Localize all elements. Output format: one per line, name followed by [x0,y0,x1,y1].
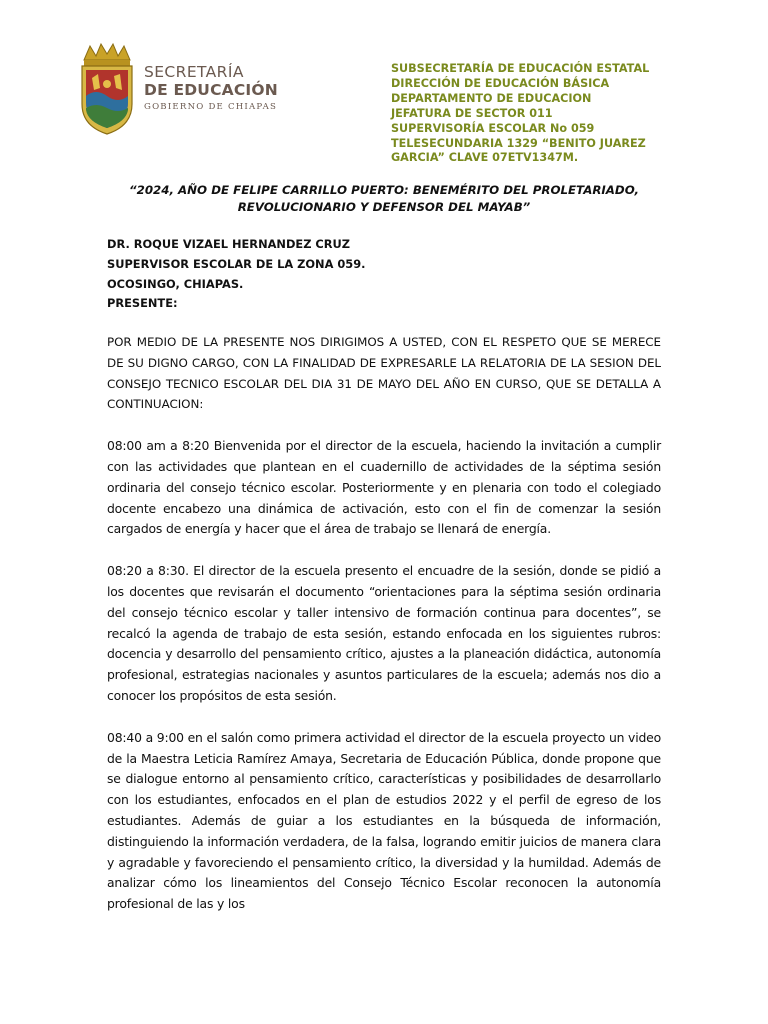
addressee-location: OCOSINGO, CHIAPAS. [107,276,244,291]
logo-title-bold-line: DE EDUCACIÓN [144,81,278,99]
header-line: SUBSECRETARÍA DE EDUCACIÓN ESTATAL [391,62,650,75]
header-line: SUPERVISORÍA ESCOLAR No 059 [391,121,595,135]
year-motto [100,182,668,215]
body-paragraph: 08:00 am a 8:20 Bienvenida por el director de la escuela, haciendo la invitación a cumplir con las actividades que plantean en el cuadernillo de actividades de la séptima sesión ordinaria del consejo técnico escolar. Posteriormente y en plenaria con todo el colegiado docente encabezo una dinámica de activación, esto con el fin de comenzar la sesión cargados de energía y hacer que el área de trabajo se llenará de energía. [107,438,661,537]
header-line: DIRECCIÓN DE EDUCACIÓN BÁSICA [391,76,610,90]
addressee-name: DR. ROQUE VIZAEL HERNANDEZ CRUZ [107,237,351,251]
addressee-block [107,235,365,314]
letterhead-header [391,62,711,166]
letter-body [107,332,661,936]
motto-line: “2024, AÑO DE FELIPE CARRILLO PUERTO: BENEMÉRITO DEL PROLETARIADO, [129,183,639,197]
addressee-position: SUPERVISOR ESCOLAR DE LA ZONA 059. [107,256,366,271]
secretaria-logo [78,42,278,136]
addressee-greeting: PRESENTE: [107,296,178,311]
header-line: TELESECUNDARIA 1329 “BENITO JUAREZ [391,136,646,150]
logo-subtitle: GOBIERNO DE CHIAPAS [144,102,278,112]
header-line: DEPARTAMENTO DE EDUCACION [391,91,592,105]
body-paragraph: 08:20 a 8:30. El director de la escuela presento el encuadre de la sesión, donde se pidió a los docentes que revisarán el documento “orientaciones para la séptima sesión ordinaria del consejo técnico escolar y taller intensivo de formación continua para docentes”, se recalcó la agenda de trabajo de esta sesión, estando enfocada en los siguientes rubros: docencia y desarrollo del pensamiento crítico, ajustes a la planeación didáctica, autonomía profesional, estrategias nacionales y asuntos particulares de la escuela; además nos dio a conocer los propósitos de esta sesión. [107,563,661,703]
header-line: GARCIA” CLAVE 07ETV1347M. [391,151,579,165]
motto-line: REVOLUCIONARIO Y DEFENSOR DEL MAYAB” [237,199,531,214]
logo-title-line: SECRETARÍA [144,63,244,81]
header-line: JEFATURA DE SECTOR 011 [391,106,553,120]
chiapas-coat-of-arms-icon [78,42,136,136]
body-paragraph: 08:40 a 9:00 en el salón como primera actividad el director de la escuela proyecto un video de la Maestra Leticia Ramírez Amaya, Secretaria de Educación Pública, donde propone que se dialogue entorno al pensamiento crítico, características y posibilidades de desarrollarlo con los estudiantes, enfocados en el plan de estudios 2022 y el perfil de egreso de los estudiantes. Además de guiar a los estudiantes en la búsqueda de información, distinguiendo la información verdadera, de la falsa, logrando emitir juicios de manera clara y agradable y favoreciendo el pensamiento crítico, la diversidad y la humildad. Además de analizar cómo los lineamientos del Consejo Técnico Escolar reconocen la autonomía profesional de las y los [107,729,661,912]
body-paragraph: POR MEDIO DE LA PRESENTE NOS DIRIGIMOS A USTED, CON EL RESPETO QUE SE MERECE DE SU DIGNO CARGO, CON LA FINALIDAD DE EXPRESARLE LA RELATORIA DE LA SESION DEL CONSEJO TECNICO ESCOLAR DEL DIA 31 DE MAYO DEL AÑO EN CURSO, QUE SE DETALLA A CONTINUACION: [107,335,661,412]
